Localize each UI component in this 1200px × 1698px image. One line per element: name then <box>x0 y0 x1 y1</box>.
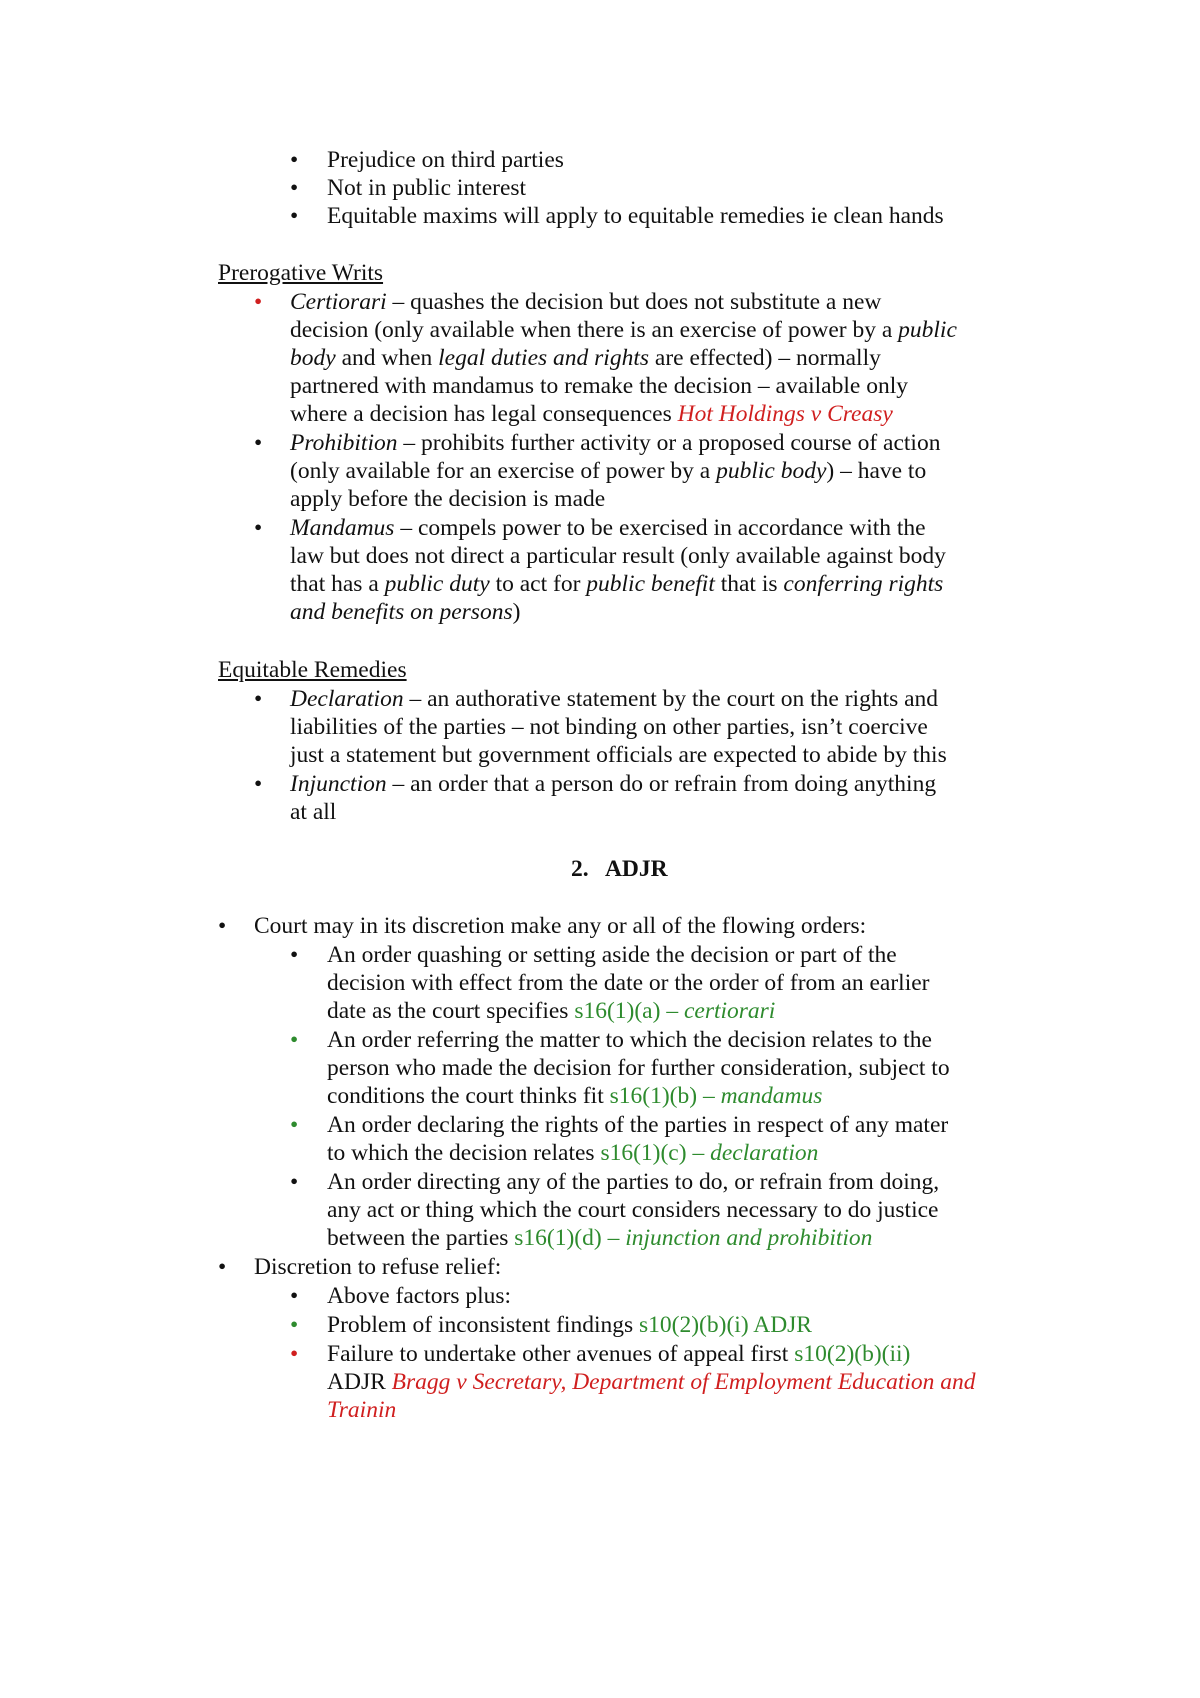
list-item-text: ) – have to <box>826 458 927 484</box>
italic-phrase: legal duties and rights <box>438 345 650 371</box>
case-reference: Bragg v Secretary, Department of Employment Education and <box>391 1369 976 1395</box>
bullet-marker: • <box>290 1112 299 1138</box>
list-item-text: where a decision has legal consequences <box>290 401 678 427</box>
list-item-text: ) <box>512 599 521 625</box>
bullet-marker: • <box>218 913 227 939</box>
list-item-orders-intro: Court may in its discretion make any or all of the flowing orders: <box>254 913 867 939</box>
list-item-continuation: apply before the decision is made <box>290 486 606 512</box>
bullet-marker: • <box>290 175 299 201</box>
list-item-order-a: An order quashing or setting aside the decision or part of the <box>327 942 897 968</box>
bullet-marker: • <box>290 1283 299 1309</box>
bullet-marker: • <box>290 1341 299 1367</box>
list-item-certiorari <box>290 288 881 316</box>
list-item-continuation <box>327 1082 822 1110</box>
remedy-name: injunction and prohibition <box>625 1225 873 1251</box>
list-item-inconsistent-findings <box>327 1311 812 1339</box>
statute-reference: s16(1)(d) – <box>514 1225 626 1251</box>
term-injunction: Injunction <box>290 771 387 797</box>
list-item-text: – quashes the decision but does not substitute a new <box>386 289 882 315</box>
case-reference: Trainin <box>327 1397 397 1423</box>
list-item-text: between the parties <box>327 1225 515 1251</box>
list-item-prohibition <box>290 429 940 457</box>
list-item-continuation <box>290 316 957 344</box>
italic-phrase: public body <box>716 458 827 484</box>
bullet-marker: • <box>254 430 263 456</box>
list-item-continuation <box>290 344 881 372</box>
list-item-text: – compels power to be exercised in accordance with the <box>394 515 926 541</box>
list-item: Prejudice on third parties <box>327 147 564 173</box>
italic-phrase: public duty <box>384 571 490 597</box>
list-item: Equitable maxims will apply to equitable remedies ie clean hands <box>327 203 944 229</box>
bullet-marker: • <box>290 1169 299 1195</box>
list-item-continuation: at all <box>290 799 337 825</box>
list-item-continuation <box>327 997 775 1025</box>
term-mandamus: Mandamus <box>290 515 395 541</box>
bullet-marker: • <box>290 942 299 968</box>
section-heading-prerogative-writs: Prerogative Writs <box>218 260 384 286</box>
list-item: Not in public interest <box>327 175 527 201</box>
list-item-text: to act for <box>489 571 587 597</box>
italic-phrase: public benefit <box>586 571 715 597</box>
section-heading-equitable-remedies: Equitable Remedies <box>218 657 407 683</box>
list-item-text: ADJR <box>327 1369 392 1395</box>
term-certiorari: Certiorari <box>290 289 387 315</box>
list-item-discretion-intro: Discretion to refuse relief: <box>254 1254 502 1280</box>
list-item-order-b: An order referring the matter to which the decision relates to the <box>327 1027 932 1053</box>
list-item-above-factors: Above factors plus: <box>327 1283 512 1309</box>
bullet-marker: • <box>254 686 263 712</box>
remedy-name: declaration <box>710 1140 819 1166</box>
list-item-continuation: decision with effect from the date or the order of from an earlier <box>327 970 930 996</box>
bullet-marker: • <box>290 1312 299 1338</box>
italic-phrase: and benefits on persons <box>290 599 513 625</box>
list-item-text: Failure to undertake other avenues of appeal first <box>327 1341 795 1367</box>
statute-reference: s16(1)(c) – <box>600 1140 711 1166</box>
list-item-text: – an order that a person do or refrain from doing anything <box>386 771 937 797</box>
list-item-text: that is <box>714 571 784 597</box>
list-item-injunction <box>290 770 936 798</box>
list-item-order-d: An order directing any of the parties to do, or refrain from doing, <box>327 1169 940 1195</box>
list-item-continuation <box>290 457 926 485</box>
list-item-declaration <box>290 685 938 713</box>
list-item-text: decision (only available when there is an exercise of power by a <box>290 317 899 343</box>
list-item-text: date as the court specifies <box>327 998 575 1024</box>
bullet-marker: • <box>254 515 263 541</box>
statute-reference: s16(1)(a) – <box>574 998 684 1024</box>
italic-phrase: public <box>898 317 957 343</box>
list-item-continuation: just a statement but government officials are expected to abide by this <box>290 742 947 768</box>
list-item-continuation <box>327 1224 872 1252</box>
list-item-continuation <box>327 1368 976 1396</box>
statute-reference: s16(1)(b) – <box>609 1083 721 1109</box>
list-item-text: are effected) – normally <box>649 345 881 371</box>
list-item-failure-avenues <box>327 1340 910 1368</box>
list-item-continuation <box>290 400 893 428</box>
list-item-text: and when <box>335 345 439 371</box>
list-item-text: – an authorative statement by the court on the rights and <box>403 686 939 712</box>
statute-reference: s10(2)(b)(i) ADJR <box>639 1312 812 1338</box>
list-item-continuation: person who made the decision for further consideration, subject to <box>327 1055 950 1081</box>
list-item-continuation: law but does not direct a particular result (only available against body <box>290 543 946 569</box>
list-item-text: that has a <box>290 571 385 597</box>
italic-phrase: body <box>290 345 336 371</box>
list-item-continuation <box>290 570 943 598</box>
bullet-marker: • <box>254 289 263 315</box>
list-item-continuation <box>290 598 520 626</box>
list-item-text: (only available for an exercise of power by a <box>290 458 717 484</box>
bullet-marker: • <box>290 1027 299 1053</box>
section-title-adjr: 2. ADJR <box>571 856 668 882</box>
list-item-text: – prohibits further activity or a proposed course of action <box>397 430 941 456</box>
bullet-marker: • <box>290 203 299 229</box>
remedy-name: mandamus <box>720 1083 823 1109</box>
list-item-continuation <box>327 1139 818 1167</box>
list-item-continuation: any act or thing which the court considers necessary to do justice <box>327 1197 939 1223</box>
list-item-text: to which the decision relates <box>327 1140 601 1166</box>
list-item-mandamus <box>290 514 926 542</box>
list-item-text: Problem of inconsistent findings <box>327 1312 640 1338</box>
term-prohibition: Prohibition <box>290 430 398 456</box>
statute-reference: s10(2)(b)(ii) <box>794 1341 911 1367</box>
bullet-marker: • <box>218 1254 227 1280</box>
bullet-marker: • <box>290 147 299 173</box>
list-item-continuation: liabilities of the parties – not binding on other parties, isn’t coercive <box>290 714 928 740</box>
remedy-name: certiorari <box>683 998 776 1024</box>
case-reference: Hot Holdings v Creasy <box>677 401 893 427</box>
list-item-continuation: partnered with mandamus to remake the decision – available only <box>290 373 908 399</box>
italic-phrase: conferring rights <box>783 571 944 597</box>
term-declaration: Declaration <box>290 686 404 712</box>
list-item-text: conditions the court thinks fit <box>327 1083 610 1109</box>
bullet-marker: • <box>254 771 263 797</box>
list-item-order-c: An order declaring the rights of the parties in respect of any mater <box>327 1112 949 1138</box>
